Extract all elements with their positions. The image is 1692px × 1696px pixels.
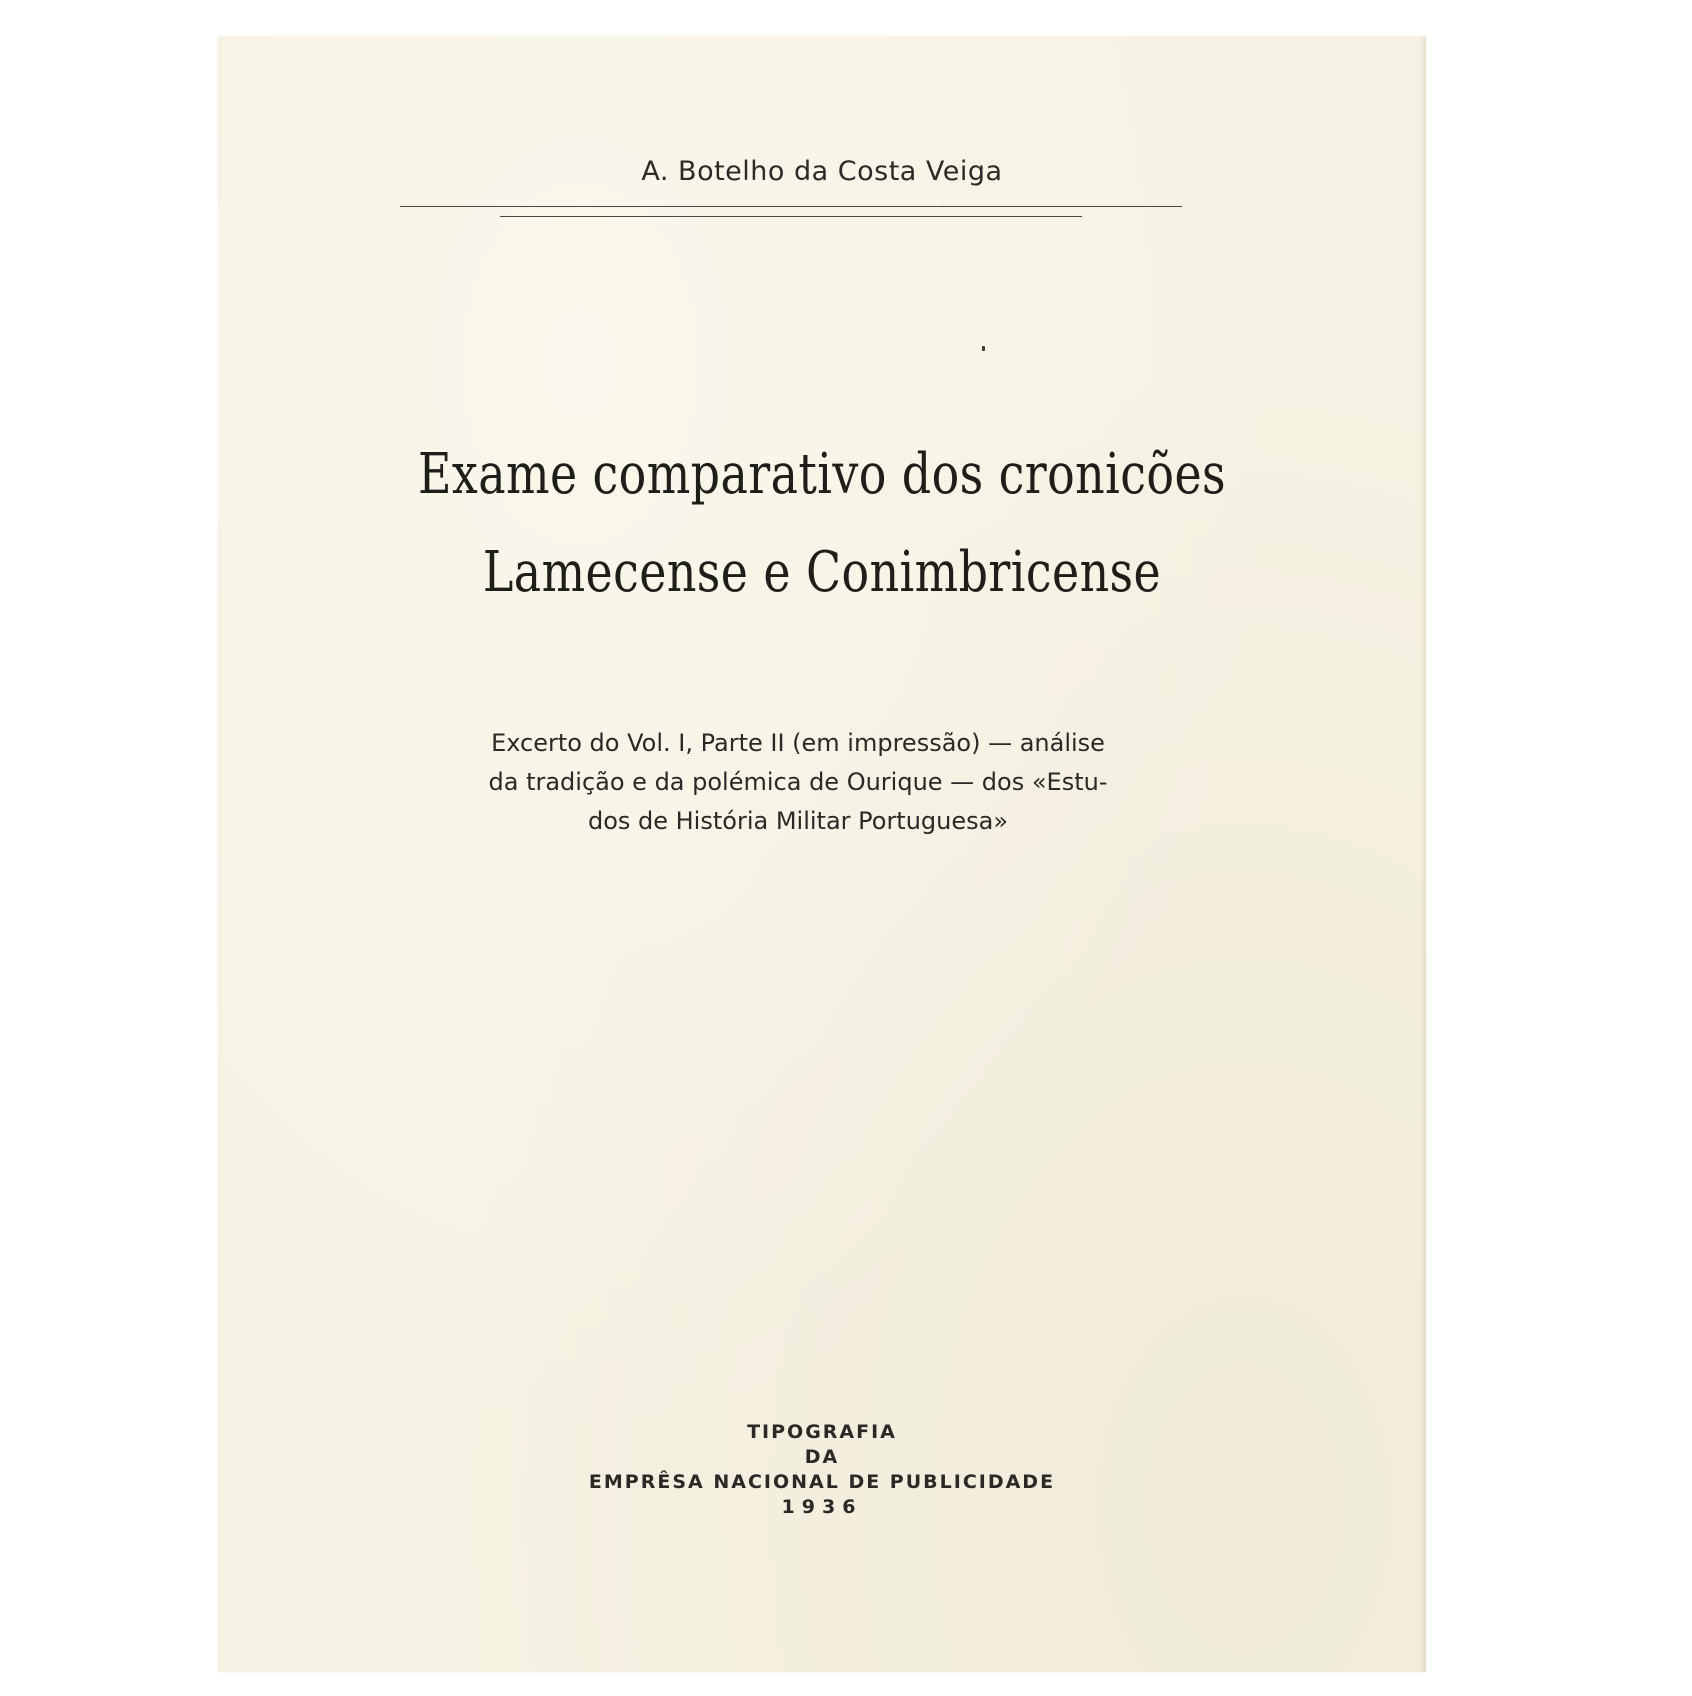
- publication-year: 1936: [781, 1496, 863, 1518]
- title-line-1: Exame comparativo dos cronicões: [417, 442, 1227, 507]
- publisher-line-1: TIPOGRAFIA: [747, 1421, 897, 1443]
- author-name: A. Botelho da Costa Veiga: [641, 156, 1003, 187]
- publisher-block: [218, 1420, 1426, 1520]
- subtitle-line-1: Excerto do Vol. I, Parte II (em impressão) — análise: [491, 729, 1105, 757]
- book-subtitle: [458, 724, 1138, 841]
- book-cover-page: [218, 36, 1426, 1672]
- book-title: [218, 426, 1426, 622]
- publisher-line-3: EMPRÊSA NACIONAL DE PUBLICIDADE: [588, 1471, 1056, 1493]
- ink-speck: [982, 346, 985, 351]
- divider-rule-short: [500, 216, 1082, 217]
- subtitle-line-2: da tradição e da polémica de Ourique — dos «Estu-: [488, 768, 1108, 796]
- subtitle-line-3: dos de História Militar Portuguesa»: [587, 807, 1009, 835]
- divider-rule-long: [400, 206, 1182, 207]
- title-line-2: Lamecense e Conimbricense: [482, 540, 1162, 605]
- publisher-line-2: DA: [804, 1446, 840, 1468]
